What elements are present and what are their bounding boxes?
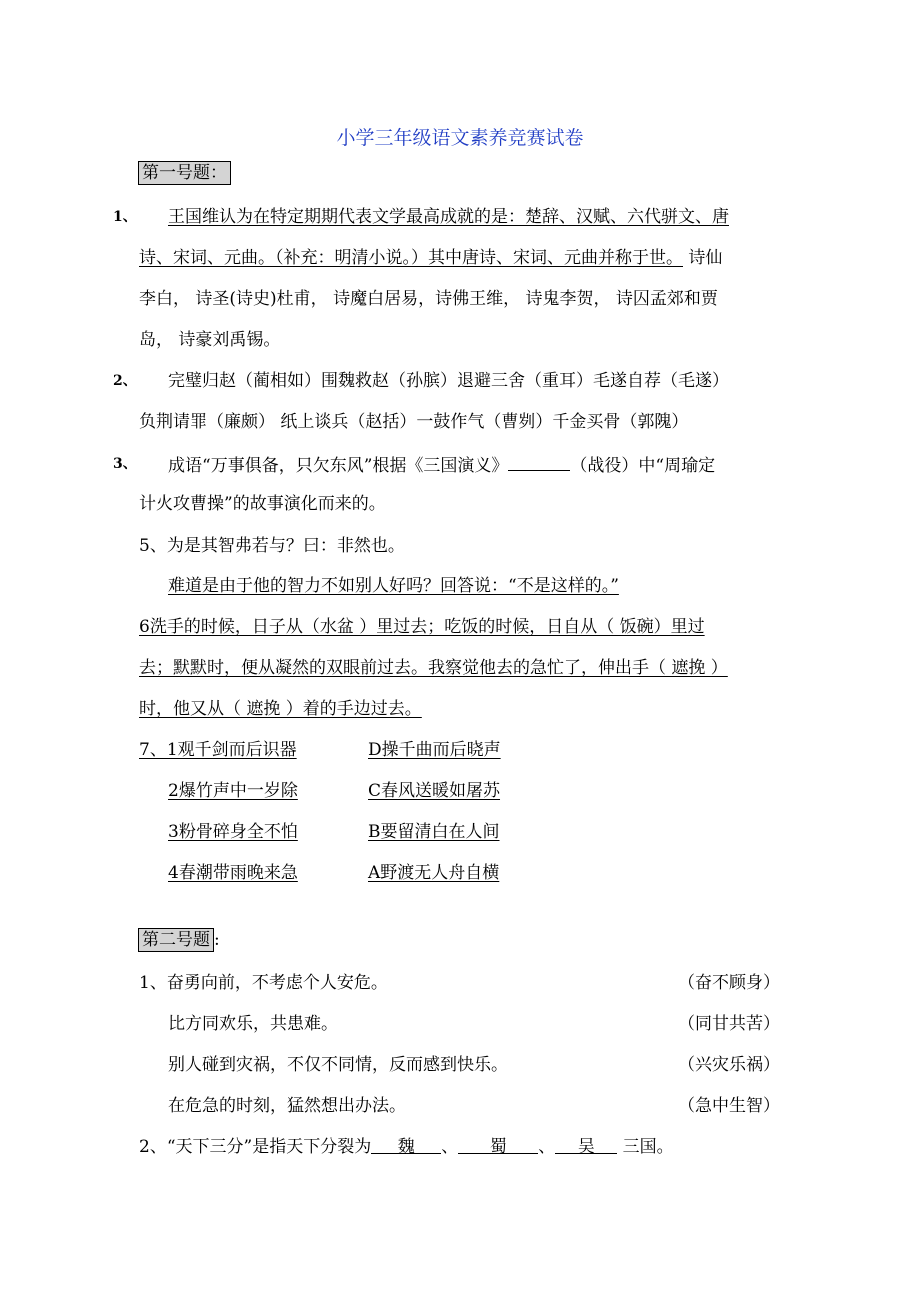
s2-q2-blank-1[interactable]: 魏: [371, 1135, 441, 1154]
s2-q2: [139, 1135, 674, 1159]
q7-row-2-left: 2爆竹声中一岁除: [168, 781, 298, 801]
section2-heading: [138, 928, 220, 952]
s2-q1-item-2: 比方同欢乐，共患难。: [168, 1014, 338, 1034]
s2-q1-answer-2: （同甘共苦）: [678, 1014, 780, 1034]
q1-line-1: 王国维认为在特定期期代表文学最高成就的是：楚辞、汉赋、六代骈文、唐: [168, 207, 729, 227]
q3-line-1-b: （战役）中“周瑜定: [570, 456, 716, 476]
q6-line-3: 时，他又从（ 遮挽 ）着的手边过去。: [139, 699, 422, 719]
q7-row-1-left: 7、1观千剑而后识器: [139, 740, 297, 760]
q3-line-1-a: 成语“万事俱备，只欠东风”根据《三国演义》: [168, 456, 509, 476]
q2-line-1: 完璧归赵（蔺相如）围魏救赵（孙膑）退避三舍（重耳）毛遂自荐（毛遂）: [168, 371, 729, 391]
q7-row-4-right: A野渡无人舟自横: [368, 863, 500, 883]
s2-q1-item-1: 1、奋勇向前，不考虑个人安危。: [139, 973, 388, 993]
q1-line-2-tail: 诗仙: [688, 248, 723, 268]
page-title: 小学三年级语文素养竞赛试卷: [336, 127, 584, 149]
q7-row-4-left: 4春潮带雨晚来急: [168, 863, 298, 883]
s2-q1-item-4: 在危急的时刻，猛然想出办法。: [168, 1096, 406, 1116]
s2-q1-answer-1: （奋不顾身）: [678, 973, 780, 993]
section1-heading: 第一号题：: [138, 161, 231, 185]
s2-q2-sep-1: 、: [441, 1137, 459, 1157]
q1-number: 1、: [113, 209, 137, 225]
q1-line-2: [139, 246, 722, 270]
q7-row-1-right: D操千曲而后晓声: [368, 740, 501, 760]
s2-q2-sep-2: 、: [538, 1137, 556, 1157]
s2-q2-blank-3[interactable]: 吴: [555, 1135, 617, 1154]
q2-number: 2、: [113, 373, 137, 389]
section2-heading-box: 第二号题: [138, 928, 214, 952]
s2-q2-prefix: 2、“天下三分”是指天下分裂为: [139, 1137, 372, 1157]
q3-answer-blank[interactable]: [508, 452, 570, 471]
q7-row-3-right: B要留清白在人间: [368, 822, 500, 842]
q7-row-2-right: C春风送暖如屠苏: [368, 781, 501, 801]
q6-line-1: 6洗手的时候，日子从（水盆 ）里过去；吃饭的时候，日自从（ 饭碗）里过: [139, 617, 705, 637]
q5-line-2: 难道是由于他的智力不如别人好吗？回答说：“不是这样的。”: [168, 576, 619, 596]
section2-heading-suffix: :: [214, 930, 220, 950]
q6-line-2: 去；默默时，便从凝然的双眼前过去。我察觉他去的急忙了，伸出手（ 遮挽 ）: [139, 658, 728, 678]
q5-line-1: 5、为是其智弗若与？曰：非然也。: [139, 536, 405, 556]
s2-q1-answer-3: （兴灾乐祸）: [678, 1055, 780, 1075]
s2-q2-suffix: 三国。: [622, 1137, 674, 1157]
q2-line-2: 负荆请罪（廉颇） 纸上谈兵（赵括）一鼓作气（曹刿）千金买骨（郭隗）: [139, 412, 689, 432]
q7-row-3-left: 3粉骨碎身全不怕: [168, 822, 298, 842]
q1-line-4: 岛， 诗豪刘禹锡。: [139, 330, 281, 350]
q3-line-1: [168, 452, 715, 478]
s2-q1-item-3: 别人碰到灾祸，不仅不同情，反而感到快乐。: [168, 1055, 508, 1075]
s2-q1-answer-4: （急中生智）: [678, 1096, 780, 1116]
q1-line-3: 李白， 诗圣(诗史)杜甫， 诗魔白居易，诗佛王维， 诗鬼李贺， 诗囚孟郊和贾: [139, 289, 718, 309]
s2-q2-blank-2[interactable]: 蜀: [458, 1135, 538, 1154]
q3-number: 3、: [113, 456, 137, 472]
q3-line-2: 计火攻曹操”的故事演化而来的。: [139, 494, 386, 514]
q1-line-2-underlined: 诗、宋词、元曲。（补充：明清小说。）其中唐诗、宋词、元曲并称于世。: [139, 248, 683, 268]
